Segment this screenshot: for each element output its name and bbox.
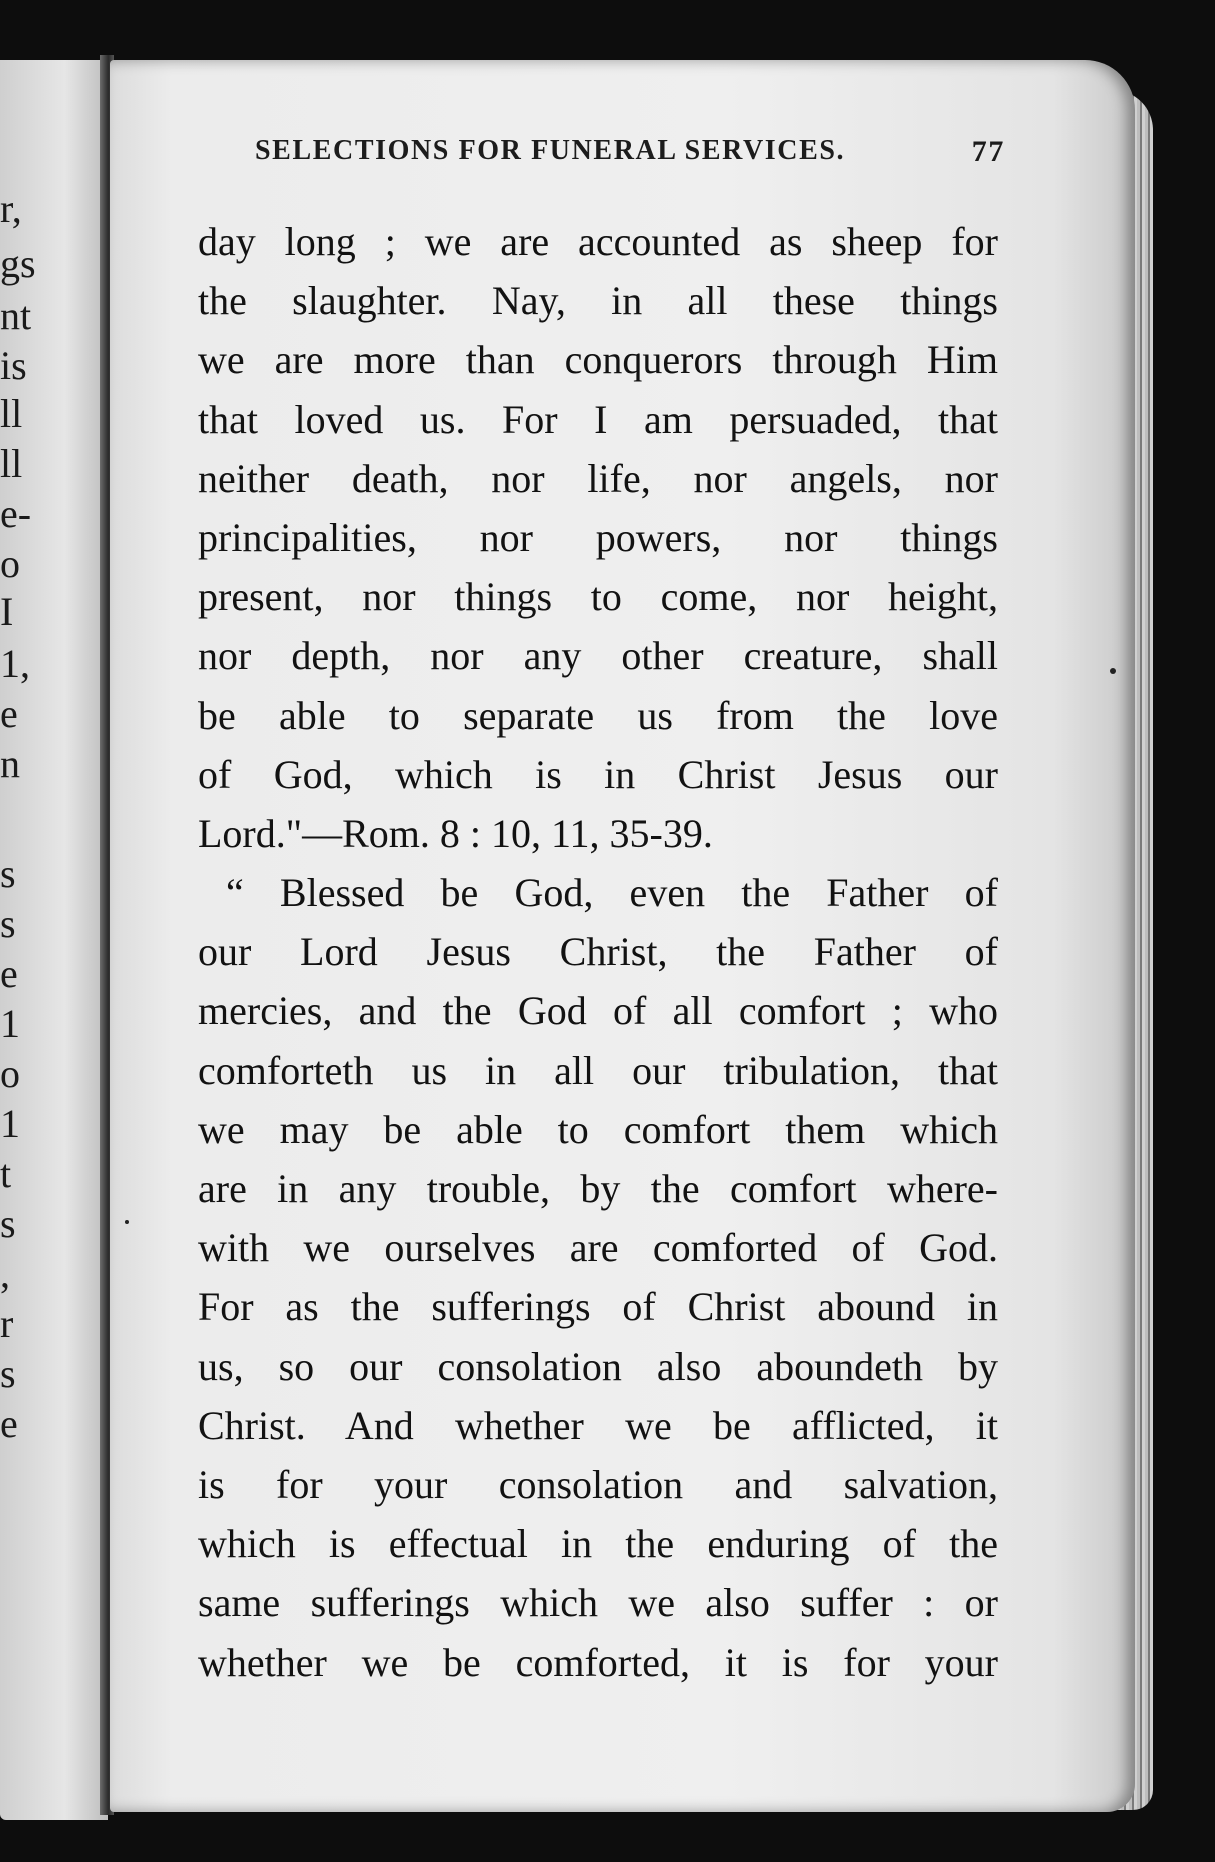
left-fragment: 1 — [0, 1001, 20, 1046]
text-line: nor depth, nor any other creature, shall — [198, 633, 998, 679]
running-header — [255, 135, 1005, 167]
left-fragment: e — [0, 691, 18, 736]
text-line: we are more than conquerors through Him — [198, 337, 998, 383]
text-line: our Lord Jesus Christ, the Father of — [198, 929, 998, 975]
left-fragment: r, — [0, 186, 22, 231]
text-line: be able to separate us from the love — [198, 692, 998, 738]
running-title: SELECTIONS FOR FUNERAL SERVICES. — [255, 135, 846, 166]
left-page-fragments — [0, 60, 108, 1820]
text-line: comforteth us in all our tribulation, that — [198, 1047, 998, 1093]
left-fragment: r — [0, 1301, 14, 1346]
text-line: which is effectual in the enduring of the — [198, 1521, 998, 1567]
left-fragment: o — [0, 1051, 20, 1096]
page-number: 77 — [971, 135, 1005, 168]
left-fragment: ll — [0, 391, 23, 436]
text-line: whether we be comforted, it is for your — [198, 1639, 998, 1685]
text-line: with we ourselves are comforted of God. — [198, 1225, 998, 1271]
text-line: of God, which is in Christ Jesus our — [198, 751, 998, 797]
left-fragment: , — [0, 1251, 10, 1296]
left-fragment: gs — [0, 241, 36, 286]
text-line: us, so our consolation also aboundeth by — [198, 1343, 998, 1389]
text-line: the slaughter. Nay, in all these things — [198, 278, 998, 324]
left-fragment: e- — [0, 491, 32, 536]
text-line: “ Blessed be God, even the Father of — [226, 870, 998, 916]
left-fragment: s — [0, 1351, 16, 1396]
text-line: same sufferings which we also suffer : or — [198, 1580, 998, 1626]
text-line: is for your consolation and salvation, — [198, 1461, 998, 1507]
text-line: day long ; we are accounted as sheep for — [198, 219, 998, 264]
text-line: Christ. And whether we be afflicted, it — [198, 1402, 998, 1448]
left-fragment: 1 — [0, 1101, 20, 1146]
left-fragment: e — [0, 951, 18, 996]
left-fragment: s — [0, 1201, 16, 1246]
left-fragment: t — [0, 1151, 12, 1196]
left-fragment: n — [0, 741, 20, 786]
left-fragment: s — [0, 851, 16, 896]
left-fragment: I — [0, 589, 14, 634]
body-text — [198, 212, 998, 1692]
text-line: Lord."—Rom. 8 : 10, 11, 35-39. — [198, 810, 713, 856]
text-line: For as the sufferings of Christ abound in — [198, 1284, 998, 1330]
text-line: we may be able to comfort them which — [198, 1106, 998, 1152]
text-line: present, nor things to come, nor height, — [198, 574, 998, 620]
left-fragment: e — [0, 1401, 18, 1446]
left-fragment: nt — [0, 293, 32, 338]
left-page-edge — [0, 60, 108, 1820]
text-line: mercies, and the God of all comfort ; who — [198, 988, 998, 1034]
left-fragment: is — [0, 343, 27, 388]
left-fragment: s — [0, 901, 16, 946]
left-fragment: ll — [0, 441, 23, 486]
text-line: are in any trouble, by the comfort where- — [198, 1166, 998, 1211]
text-line: neither death, nor life, nor angels, nor — [198, 455, 998, 501]
left-fragment: 1, — [0, 641, 30, 686]
text-line: that loved us. For I am persuaded, that — [198, 396, 998, 442]
speck-mark — [1110, 668, 1116, 674]
speck-mark — [125, 1220, 129, 1224]
left-fragment: o — [0, 541, 20, 586]
text-line: principalities, nor powers, nor things — [198, 514, 998, 560]
